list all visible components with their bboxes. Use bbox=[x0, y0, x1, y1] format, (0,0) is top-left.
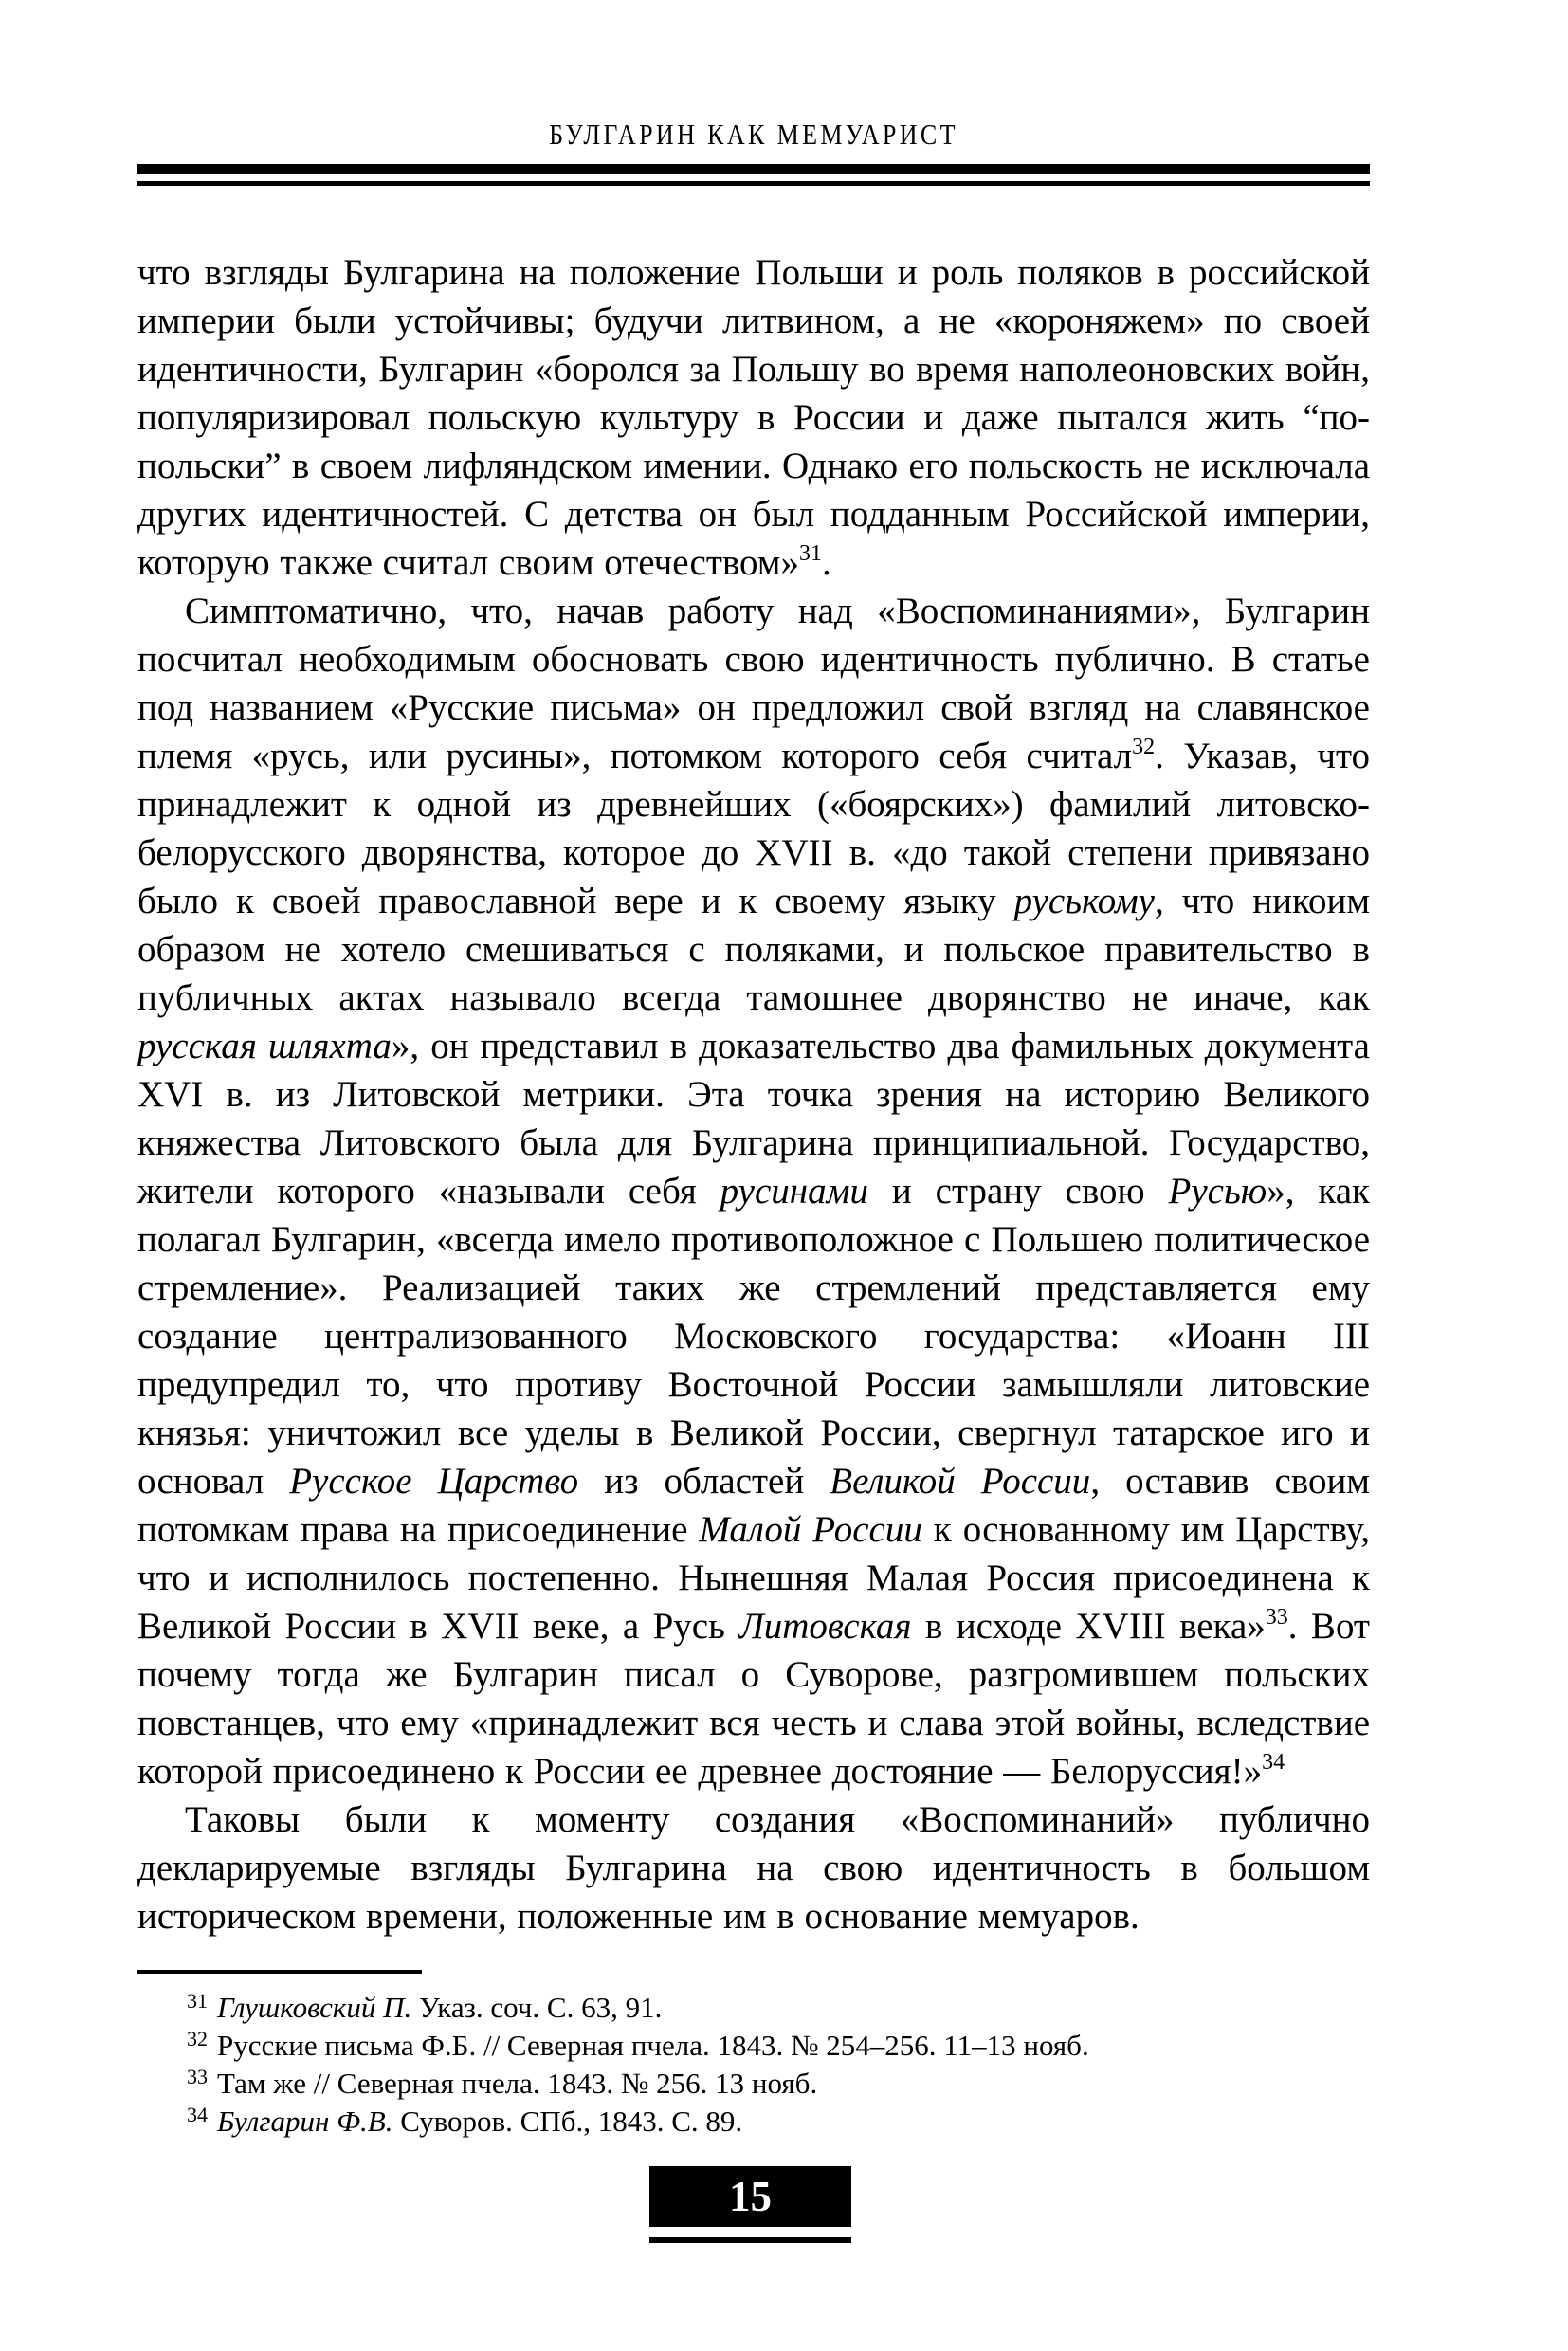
footnote: $^{32}$ Русские письма Ф.Б. // Северная пчела. 1843. № 254–256. 11–13 нояб. bbox=[187, 2027, 1089, 2062]
footnote-ref: 32 bbox=[1132, 735, 1156, 759]
body-paragraph: Симптоматично, что, начав работу над «Воспоминаниями», Булгарин посчитал необходимым обосновать свою идентичность публично. В статье под названием «Русские письма» он предложил свой взгляд на славянское племя «русь, или русины», потомком которого себя считал$^{32}$. Указав, что принадлежит к одной из древнейших («боярских») фамилий литовско-белорусского дворянства, которое до XVII в. «до такой степени привязано было к своей православной вере и к своему языку руському, что никоим образом не хотело смешиваться с поляками, и польское правительство в публичных актах называло всегда тамошнее дворянство не иначе, как русская шляхта», он представил в доказательство два фамильных документа XVI в. из Литовской метрики. Эта точка зрения на историю Великого княжества Литовского была для Булгарина принципиальной. Государство, жители которого «называли себя русинами и страну свою Русью», как полагал Булгарин, «всегда имело противоположное с Польшею политическое стремление». Реализацией таких же стремлений представляется ему создание централизованного Московского государства: «Иоанн III предупредил то, что противу Восточной России замышляли литовские князья: уничтожил все уделы в Великой России, свергнул татарское иго и основал Русское Царство из областей Великой России, оставив своим потомкам права на присоединение Малой России к основанному им Царству, что и исполнилось постепенно. Нынешняя Малая Россия присоединена к Великой России в XVII веке, а Русь Литовская в исходе XVIII века»$^{33}$. Вот почему тогда же Булгарин писал о Суворове, разгромившем польских повстанцев, что ему «принадлежит вся честь и слава этой войны, вследствие которой присоединено к России ее древнее достояние — Белоруссия!»$^{34}$ bbox=[137, 591, 1370, 1792]
footnote-ref: 34 bbox=[1262, 1750, 1285, 1775]
text-column bbox=[137, 0, 1370, 2351]
body-text bbox=[137, 248, 1370, 1966]
running-header-title: БУЛГАРИН КАК МЕМУАРИСТ bbox=[549, 118, 958, 151]
footnote: $^{31}$ Глушковский П. Указ. соч. С. 63, 91. bbox=[187, 1989, 663, 2024]
footnote-number: 32 bbox=[187, 2027, 208, 2050]
page-number: 15 bbox=[729, 2173, 772, 2220]
footnote-number: 33 bbox=[187, 2065, 208, 2088]
footnotes-list bbox=[137, 1989, 1370, 2141]
footnote-ref: 33 bbox=[1265, 1605, 1288, 1630]
footer-rule bbox=[649, 2237, 851, 2243]
page-number-box bbox=[649, 2166, 851, 2227]
footnote-separator bbox=[137, 1970, 422, 1974]
footnote-ref: 31 bbox=[798, 541, 822, 566]
body-paragraph: Таковы были к моменту создания «Воспоминаний» публично декларируемые взгляды Булгарина на свою идентичность в большом историческом времени, положенные им в основание мемуаров. bbox=[137, 1799, 1370, 1937]
footnote-number: 31 bbox=[187, 1989, 208, 2013]
header-rule-thick bbox=[137, 164, 1370, 174]
footnote: $^{34}$ Булгарин Ф.В. Суворов. СПб., 1843. С. 89. bbox=[187, 2103, 743, 2138]
footnote-number: 34 bbox=[187, 2103, 208, 2126]
body-paragraph: что взгляды Булгарина на положение Польши и роль поляков в российской империи были устойчивы; будучи литвином, а не «короняжем» по своей идентичности, Булгарин «боролся за Польшу во время наполеоновских войн, популяризировал польскую культуру в России и даже пытался жить “по-польски” в своем лифляндском имении. Однако его польскость не исключала других идентичностей. С детства он был подданным Российской империи, которую также считал своим отечеством»$^{31}$. bbox=[137, 252, 1370, 583]
header-rule-thin bbox=[137, 181, 1370, 186]
footnotes-block bbox=[137, 1970, 1370, 2141]
footnote: $^{33}$ Там же // Северная пчела. 1843. № 256. 13 нояб. bbox=[187, 2065, 818, 2100]
